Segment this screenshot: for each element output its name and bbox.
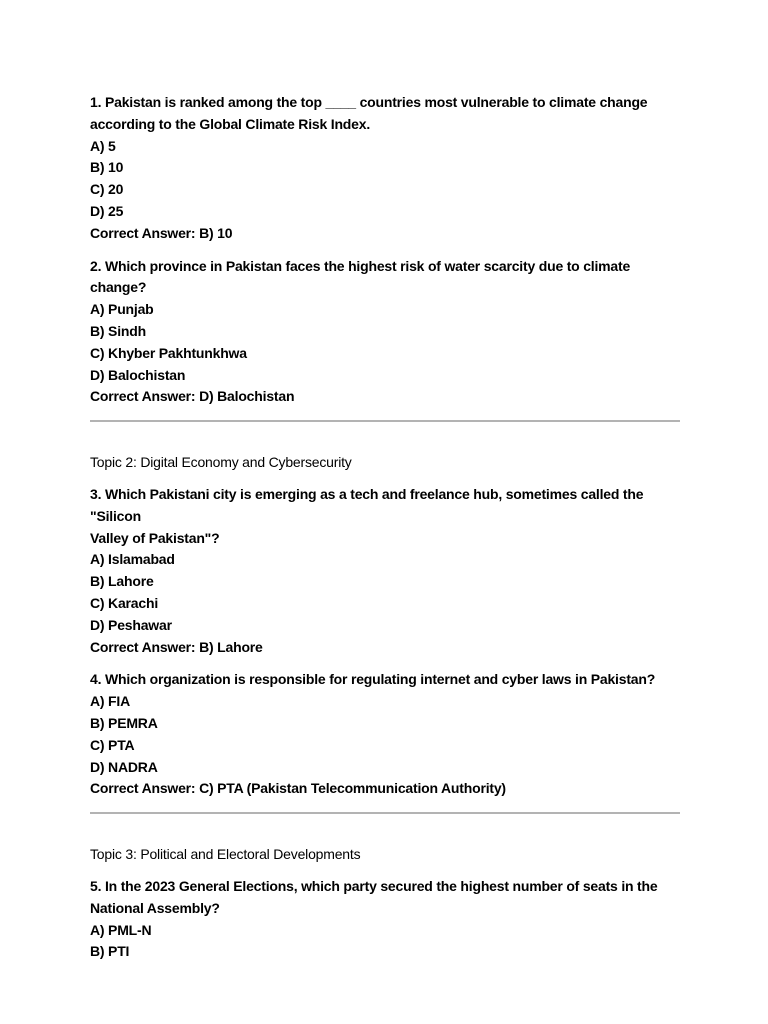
option-d: D) NADRA	[90, 758, 158, 775]
option-d: D) Peshawar	[90, 616, 172, 633]
horizontal-divider	[90, 812, 680, 814]
option-b: B) Lahore	[90, 573, 154, 590]
option-d: D) Balochistan	[90, 366, 186, 383]
option-b: B) PEMRA	[90, 714, 158, 731]
question-block-2	[90, 256, 680, 409]
correct-answer: Correct Answer: D) Balochistan	[90, 388, 295, 405]
correct-answer: Correct Answer: B) Lahore	[90, 638, 263, 655]
option-c: C) 20	[90, 181, 124, 198]
question-text: 2. Which province in Pakistan faces the highest risk of water scarcity due to climate change?	[90, 257, 634, 296]
topic-heading: Topic 2: Digital Economy and Cybersecurity	[90, 454, 352, 471]
horizontal-divider	[90, 420, 680, 422]
option-c: C) PTA	[90, 736, 135, 753]
question-text: Valley of Pakistan"?	[90, 529, 220, 546]
correct-answer: Correct Answer: B) 10	[90, 224, 233, 241]
option-a: A) PML-N	[90, 921, 152, 938]
option-a: A) FIA	[90, 693, 131, 710]
question-text: 1. Pakistan is ranked among the top ____ countries most vulnerable to climate change	[90, 94, 648, 110]
question-block-3	[90, 484, 680, 658]
question-text: 3. Which Pakistani city is emerging as a tech and freelance hub, sometimes called the "Silicon	[90, 485, 648, 524]
topic-heading: Topic 3: Political and Electoral Developments	[90, 846, 361, 863]
question-text: National Assembly?	[90, 899, 220, 916]
question-text: 4. Which organization is responsible for regulating internet and cyber laws in Pakistan?	[90, 671, 656, 688]
question-block-4	[90, 669, 680, 800]
option-c: C) Khyber Pakhtunkhwa	[90, 344, 247, 361]
document-content	[90, 92, 680, 963]
option-b: B) 10	[90, 159, 124, 176]
option-a: A) Punjab	[90, 301, 154, 318]
question-text: 5. In the 2023 General Elections, which party secured the highest number of seats in the	[90, 877, 658, 894]
question-text: according to the Global Climate Risk Index.	[90, 115, 371, 132]
question-block-1	[90, 92, 680, 245]
option-d: D) 25	[90, 202, 124, 219]
option-b: B) Sindh	[90, 322, 146, 339]
option-a: A) Islamabad	[90, 551, 175, 568]
option-b: B) PTI	[90, 943, 130, 960]
option-a: A) 5	[90, 137, 116, 154]
correct-answer: Correct Answer: C) PTA (Pakistan Telecommunication Authority)	[90, 780, 506, 797]
option-c: C) Karachi	[90, 594, 159, 611]
question-block-5	[90, 876, 680, 963]
